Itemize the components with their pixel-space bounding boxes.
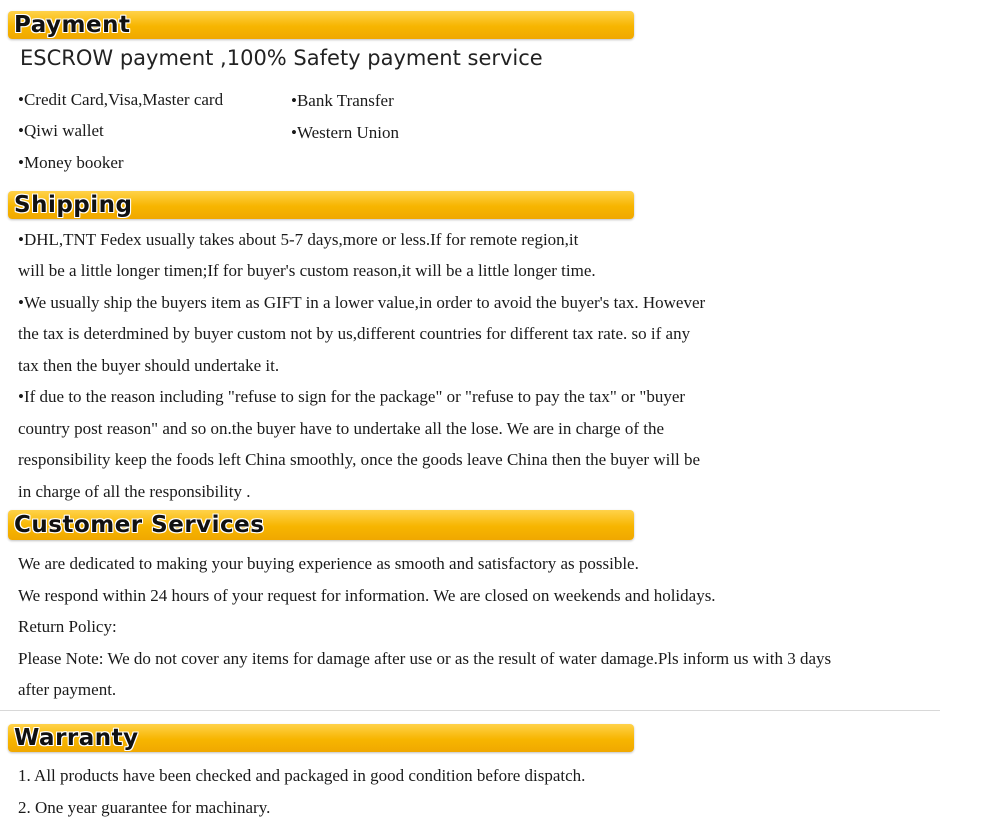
shipping-title: Shipping bbox=[14, 192, 133, 218]
customer-services-line: We respond within 24 hours of your request for information. We are closed on weekends and holidays. bbox=[18, 586, 716, 605]
divider bbox=[0, 710, 940, 711]
shipping-line: •If due to the reason including "refuse to sign for the package" or "refuse to pay the tax" or "buyer bbox=[18, 387, 686, 406]
payment-method: •Money booker bbox=[18, 153, 124, 172]
shipping-line: will be a little longer timen;If for buyer's custom reason,it will be a little longer time. bbox=[18, 261, 596, 280]
warranty-line: 2. One year guarantee for machinary. bbox=[18, 798, 271, 817]
payment-header bbox=[8, 11, 634, 39]
warranty-header bbox=[8, 724, 634, 752]
shipping-line: responsibility keep the foods left China smoothly, once the goods leave China then the buyer will be bbox=[18, 450, 701, 469]
customer-services-header bbox=[8, 510, 634, 540]
customer-services-line: after payment. bbox=[18, 680, 117, 699]
payment-subtitle: ESCROW payment ,100% Safety payment service bbox=[20, 46, 543, 70]
shipping-line: tax then the buyer should undertake it. bbox=[18, 356, 280, 375]
shipping-header bbox=[8, 191, 634, 219]
payment-title: Payment bbox=[14, 12, 131, 38]
customer-services-line: Return Policy: bbox=[18, 617, 117, 636]
payment-method: •Western Union bbox=[291, 123, 399, 142]
warranty-title: Warranty bbox=[14, 725, 139, 751]
shipping-line: in charge of all the responsibility . bbox=[18, 482, 251, 501]
customer-services-title: Customer Services bbox=[14, 512, 265, 538]
shipping-line: the tax is deterdmined by buyer custom not by us,different countries for different tax rate. so if any bbox=[18, 324, 691, 343]
payment-method: •Qiwi wallet bbox=[18, 121, 104, 140]
payment-method: •Credit Card,Visa,Master card bbox=[18, 90, 224, 109]
customer-services-line: We are dedicated to making your buying experience as smooth and satisfactory as possible. bbox=[18, 554, 639, 573]
shipping-line: country post reason" and so on.the buyer have to undertake all the lose. We are in charge of the bbox=[18, 419, 665, 438]
payment-method: •Bank Transfer bbox=[291, 91, 394, 110]
warranty-line: 1. All products have been checked and packaged in good condition before dispatch. bbox=[18, 766, 586, 785]
shipping-line: •DHL,TNT Fedex usually takes about 5-7 days,more or less.If for remote region,it bbox=[18, 230, 579, 249]
shipping-line: •We usually ship the buyers item as GIFT in a lower value,in order to avoid the buyer's tax. However bbox=[18, 293, 706, 312]
customer-services-line: Please Note: We do not cover any items for damage after use or as the result of water damage.Pls inform us with 3 days bbox=[18, 649, 832, 668]
